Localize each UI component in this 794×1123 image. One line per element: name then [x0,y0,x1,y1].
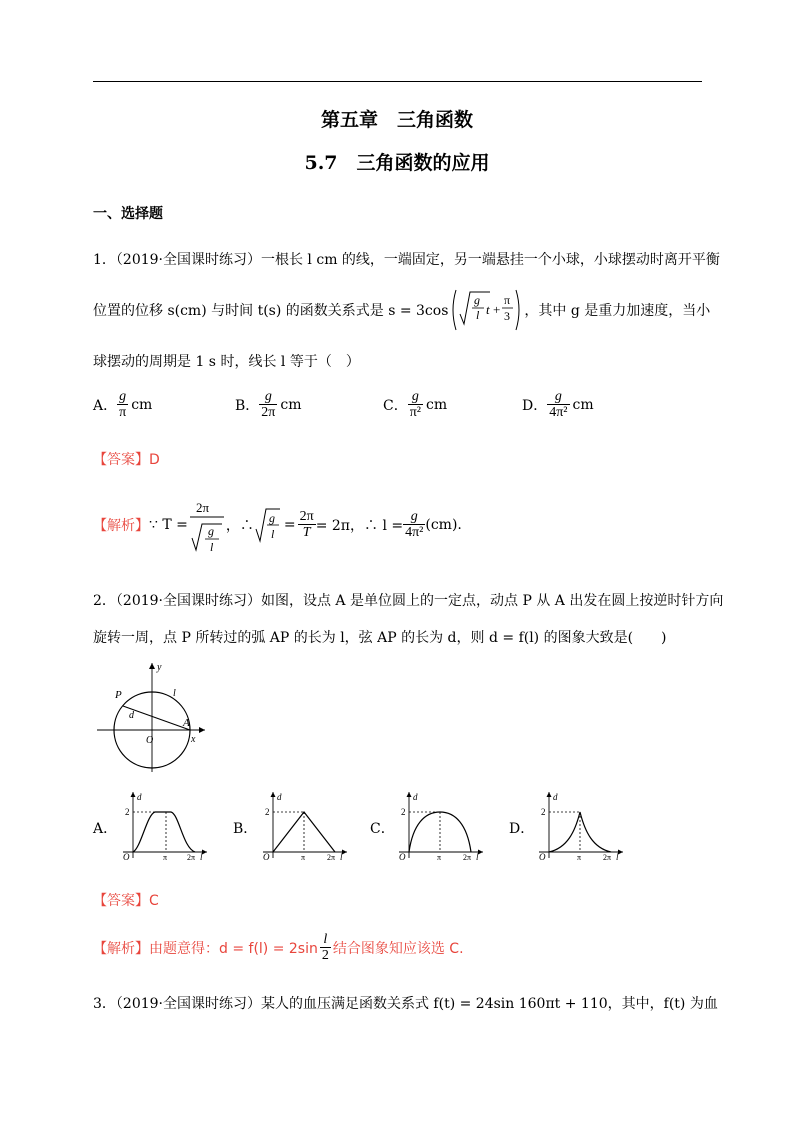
q2-graph-b[interactable] [251,788,351,860]
option-unit: cm [425,397,448,413]
q2-graph-a[interactable] [111,788,211,860]
analysis-fraction-l-2: $\frac{l}{2}$ [321,932,329,963]
q2-option-a-label[interactable]: A． [93,821,118,837]
answer-value: D [149,452,160,468]
svg-text:2π: 2π [463,853,472,860]
svg-text:l: l [616,852,619,860]
svg-text:2π: 2π [187,853,196,860]
svg-text:d: d [553,792,558,802]
svg-text:2: 2 [401,807,406,817]
answer-value: C [149,893,159,909]
option-unit: cm [280,397,302,413]
q2-option-c-label[interactable]: C． [370,821,395,837]
label-A: A [183,717,190,729]
answer-tag: 【答案】 [93,893,149,909]
q1-answer [93,449,160,469]
svg-text:d: d [413,792,418,802]
q2-graph-d[interactable] [527,788,627,860]
svg-text:2: 2 [125,807,130,817]
label-l: l [173,688,176,699]
option-fraction: $\frac{g}{2\pi}$ [261,389,276,420]
svg-text:t: t [486,302,491,317]
header-rule [93,81,702,82]
option-label: D． [522,398,548,414]
q1-option-d[interactable] [522,390,594,420]
analysis-fraction-2pi-T: $\frac{2\pi}{T}$ [299,509,314,540]
svg-text:g: g [268,511,275,525]
answer-tag: 【答案】 [93,452,149,468]
q2-graph-c[interactable] [387,788,487,860]
svg-text:O: O [263,852,270,860]
svg-text:3: 3 [504,309,511,323]
analysis-period-fraction [188,494,226,556]
q1-option-c[interactable] [383,390,447,420]
analysis-text-2: ，∴ [225,518,254,534]
svg-text:l: l [200,852,203,860]
label-d: d [129,710,134,721]
q1-line2-text-b: ，其中 g 是重力加速度，当小 [524,303,711,319]
svg-text:O: O [539,852,546,860]
x-axis-arrow-icon [199,727,205,733]
unit-circle-figure [95,660,210,775]
svg-text:g: g [474,293,481,307]
q2-line2: 旋转一周，点 P 所转过的弧 AP 的长为 l，弦 AP 的长为 d，则 d = f(l) 的图象大致是( ) [93,630,667,646]
svg-text:d: d [277,792,282,802]
svg-text:+: + [493,302,501,317]
svg-text:l: l [476,308,480,322]
label-x: x [191,734,196,745]
option-unit: cm [572,397,594,413]
svg-text:2π: 2π [603,853,612,860]
analysis-fraction-g-4pi2: $\frac{g}{\text{4π²}}$ [405,509,424,540]
q1-line3: 球摆动的周期是 1 s 时，线长 l 等于（ ） [93,354,360,370]
q2-options [93,788,713,863]
q1-analysis: 【解析】 ∵ T = 2π g l ，∴ g l = $\frac{2\pi}{T}$ = 2π，∴ l = $\frac{g}{\text{4π²}}$ (cm). [93,494,462,556]
svg-text:π: π [577,853,582,860]
analysis-text-1: ∵ T = [149,517,188,533]
svg-text:π: π [301,853,306,860]
option-label: A． [93,398,118,414]
section-title: 5.7 三角函数的应用 [304,152,490,174]
svg-text:π: π [163,853,168,860]
svg-text:g: g [207,524,214,538]
q1-option-b[interactable] [235,390,302,420]
q2-line1: 2．（2019·全国课时练习）如图，设点 A 是单位圆上的一定点，动点 P 从 A 出发在圆上按逆时针方向 [93,593,724,609]
svg-text:π: π [504,293,511,307]
q1-line1: 1．（2019·全国课时练习）一根长 l cm 的线，一端固定，另一端悬挂一个小球，小球摆动时离开平衡 [93,252,720,268]
chapter-title: 第五章 三角函数 [320,109,473,131]
option-fraction: $\frac{g}{\text{4π²}}$ [549,389,568,420]
label-P: P [115,689,122,701]
analysis-tail: 结合图象知应该选 C. [332,941,464,957]
option-label: C． [383,398,408,414]
label-O: O [146,735,154,746]
label-y: y [157,662,162,673]
q2-option-d-label[interactable]: D． [509,821,535,837]
q3-line1: 3．（2019·全国课时练习）某人的血压满足函数关系式 f(t) = 24sin 160πt + 110，其中，f(t) 为血 [93,996,718,1012]
q2-option-b-label[interactable]: B． [233,821,258,837]
analysis-tag: 【解析】 [93,941,149,957]
option-fraction: $\frac{g}{\text{π²}}$ [409,389,421,420]
svg-text:d: d [137,792,142,802]
analysis-text-4: (cm). [425,517,462,533]
analysis-text-3: = 2π，∴ l = [315,518,404,534]
q2-analysis [93,926,464,970]
analysis-text: 由题意得：d = f(l) = 2sin [149,941,318,957]
section-heading: 一、选择题 [93,206,163,222]
svg-text:l: l [270,527,275,541]
analysis-sqrt [254,503,282,547]
q2-answer [93,890,159,910]
svg-text:2: 2 [265,807,270,817]
analysis-tag: 【解析】 [93,518,149,534]
option-fraction: $\frac{g}{\pi}$ [119,389,127,420]
q1-option-a[interactable] [93,390,152,420]
svg-text:π: π [437,853,442,860]
svg-text:2π: 2π [327,853,336,860]
y-axis-arrow-icon [149,663,155,669]
option-label: B． [235,398,260,414]
svg-text:2π: 2π [195,500,209,515]
q1-options [93,390,713,426]
option-unit: cm [131,397,153,413]
svg-text:O: O [399,852,406,860]
q1-line2-text-a: 位置的位移 s(cm) 与时间 t(s) 的函数关系式是 s = 3cos [93,303,449,319]
q1-formula-paren [450,288,522,332]
q1-line2 [93,290,710,330]
svg-text:l: l [209,540,214,554]
svg-text:l: l [476,852,479,860]
svg-text:2: 2 [541,807,546,817]
svg-text:l: l [340,852,343,860]
svg-text:O: O [123,852,130,860]
